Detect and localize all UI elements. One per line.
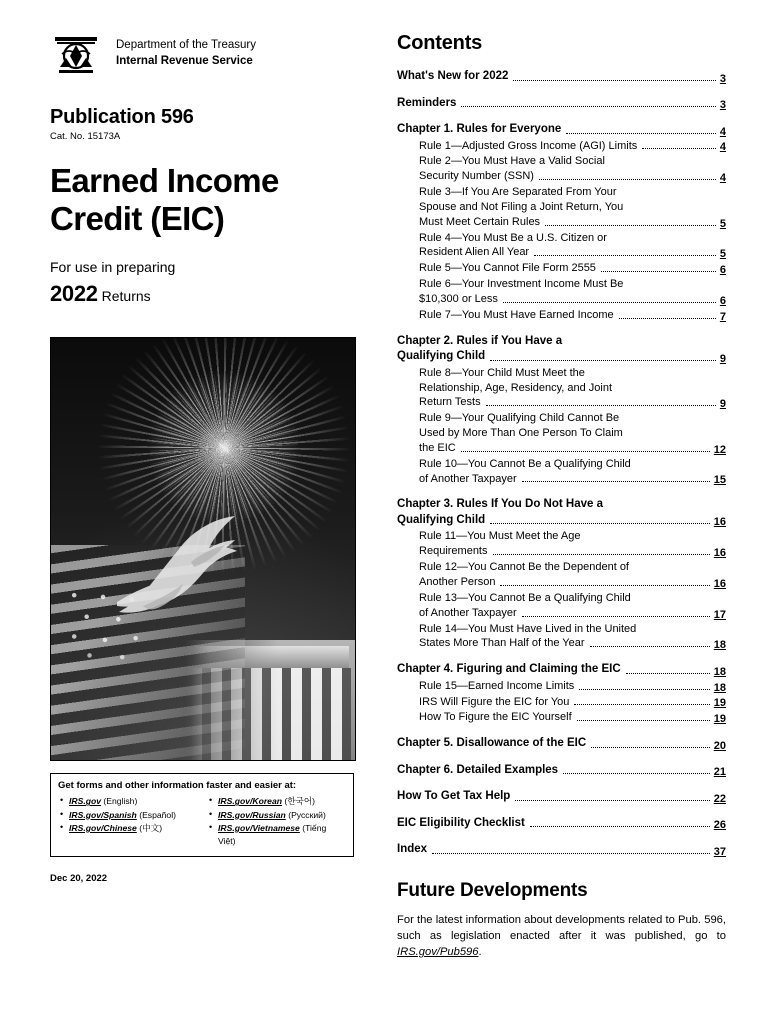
toc-entry[interactable] bbox=[397, 457, 726, 487]
toc-entry-last-line bbox=[397, 513, 726, 529]
toc-entry-label: Chapter 4. Figuring and Claiming the EIC bbox=[397, 663, 621, 676]
list-item[interactable] bbox=[218, 809, 346, 822]
toc-entry-label: Return Tests bbox=[419, 396, 481, 409]
get-forms-links-right bbox=[207, 795, 346, 848]
toc-entry-label: the EIC bbox=[419, 441, 456, 454]
toc-page-number[interactable]: 18 bbox=[713, 665, 726, 678]
toc-entry-label: Chapter 1. Rules for Everyone bbox=[397, 123, 562, 136]
toc-page-number[interactable]: 18 bbox=[713, 639, 726, 652]
link-irs-gov-chinese[interactable]: IRS.gov/Chinese bbox=[69, 822, 137, 833]
toc-entry[interactable] bbox=[397, 679, 726, 694]
future-developments-text-after: . bbox=[478, 946, 482, 959]
link-irs-gov-pub596[interactable]: IRS.gov/Pub596 bbox=[397, 946, 479, 959]
toc-page-number[interactable]: 6 bbox=[719, 264, 726, 277]
get-forms-box bbox=[50, 773, 354, 857]
toc-entry-last-line bbox=[419, 395, 726, 410]
toc-page-number[interactable]: 16 bbox=[713, 547, 726, 560]
agency-service: Internal Revenue Service bbox=[116, 54, 253, 67]
toc-entry-label: How To Figure the EIC Yourself bbox=[419, 711, 572, 724]
toc-page-number[interactable]: 5 bbox=[719, 248, 726, 261]
toc-page-number[interactable]: 21 bbox=[713, 766, 726, 779]
toc-entry[interactable] bbox=[397, 308, 726, 323]
toc-page-number[interactable]: 37 bbox=[713, 845, 726, 858]
toc-entry-label: Used by More Than One Person To Claim bbox=[419, 427, 623, 440]
toc-entry[interactable] bbox=[397, 842, 726, 858]
toc-entry[interactable] bbox=[397, 154, 726, 184]
toc-leader-dots bbox=[591, 746, 710, 748]
toc-entry-label: Rule 11—You Must Meet the Age bbox=[419, 530, 581, 543]
toc-entry-label: Rule 14—You Must Have Lived in the United bbox=[419, 622, 637, 635]
toc-leader-dots bbox=[490, 359, 716, 361]
toc-entry-label: Rule 15—Earned Income Limits bbox=[419, 679, 575, 692]
toc-leader-dots bbox=[545, 224, 716, 226]
list-item[interactable] bbox=[69, 822, 197, 835]
get-forms-heading: Get forms and other information faster and easier at: bbox=[58, 780, 297, 792]
toc-page-number[interactable]: 18 bbox=[713, 681, 726, 694]
toc-entry-label: Chapter 6. Detailed Examples bbox=[397, 763, 559, 776]
toc-leader-dots bbox=[515, 799, 709, 801]
toc-page-number[interactable]: 4 bbox=[719, 141, 726, 154]
toc-leader-dots bbox=[590, 645, 710, 647]
toc-leader-dots bbox=[493, 553, 710, 555]
toc-leader-dots bbox=[563, 772, 710, 774]
toc-page-number[interactable]: 19 bbox=[713, 697, 726, 710]
toc-page-number[interactable]: 17 bbox=[713, 608, 726, 621]
toc-entry-last-line bbox=[419, 292, 726, 307]
future-developments-heading: Future Developments bbox=[397, 879, 588, 901]
tax-year-line bbox=[50, 281, 371, 307]
toc-entry-last-line bbox=[419, 606, 726, 621]
cover-column bbox=[50, 30, 371, 1006]
toc-entry-label: Rule 12—You Cannot Be the Dependent of bbox=[419, 561, 629, 574]
toc-entry[interactable] bbox=[397, 231, 726, 261]
toc-entry[interactable] bbox=[397, 411, 726, 456]
toc-entry-label: of Another Taxpayer bbox=[419, 606, 517, 619]
toc-entry-label: Rule 10—You Cannot Be a Qualifying Child bbox=[419, 457, 631, 470]
toc-leader-dots bbox=[522, 615, 710, 617]
contents-heading: Contents bbox=[397, 32, 483, 54]
toc-entry[interactable] bbox=[397, 334, 726, 365]
eagle-icon bbox=[87, 506, 263, 656]
contents-column bbox=[397, 30, 726, 1006]
table-of-contents bbox=[397, 69, 726, 858]
toc-entry-label: IRS Will Figure the EIC for You bbox=[419, 695, 570, 708]
toc-entry-label: Rule 4—You Must Be a U.S. Citizen or bbox=[419, 231, 607, 244]
toc-entry[interactable] bbox=[397, 366, 726, 411]
get-forms-links bbox=[58, 795, 346, 848]
toc-page-number[interactable]: 3 bbox=[719, 99, 726, 112]
toc-entry-label: Rule 7—You Must Have Earned Income bbox=[419, 308, 614, 321]
toc-entry-label: Relationship, Age, Residency, and Joint bbox=[419, 381, 613, 394]
toc-leader-dots bbox=[534, 254, 716, 256]
toc-leader-dots bbox=[490, 522, 710, 524]
toc-entry-label: Index bbox=[397, 843, 428, 856]
toc-entry-label: Chapter 5. Disallowance of the EIC bbox=[397, 737, 587, 750]
toc-entry[interactable] bbox=[397, 816, 726, 832]
tax-year: 2022 bbox=[50, 281, 98, 307]
link-irs-gov-english[interactable]: IRS.gov bbox=[69, 796, 101, 807]
toc-page-number[interactable]: 6 bbox=[719, 294, 726, 307]
toc-entry[interactable] bbox=[397, 736, 726, 752]
language-spanish: (Español) bbox=[139, 809, 176, 820]
toc-page-number[interactable]: 3 bbox=[719, 72, 726, 85]
toc-entry[interactable] bbox=[397, 139, 726, 154]
toc-entry-label: Another Person bbox=[419, 576, 496, 589]
toc-entry-label: What's New for 2022 bbox=[397, 70, 509, 82]
toc-page-number[interactable]: 5 bbox=[719, 217, 726, 230]
toc-entry-label: Security Number (SSN) bbox=[419, 170, 534, 183]
toc-entry[interactable] bbox=[397, 560, 726, 590]
toc-entry-label: Must Meet Certain Rules bbox=[419, 215, 541, 228]
toc-entry[interactable] bbox=[397, 591, 726, 621]
list-item[interactable] bbox=[218, 822, 346, 849]
toc-entry-last-line bbox=[419, 544, 726, 559]
toc-page-number[interactable]: 12 bbox=[713, 443, 726, 456]
toc-leader-dots bbox=[461, 105, 715, 107]
toc-leader-dots bbox=[539, 178, 716, 180]
toc-leader-dots bbox=[432, 852, 710, 854]
irs-eagle-scales-logo-icon bbox=[50, 34, 102, 76]
toc-page-number[interactable]: 19 bbox=[713, 713, 726, 726]
toc-page-number[interactable]: 7 bbox=[719, 310, 726, 323]
toc-entry[interactable] bbox=[397, 529, 726, 559]
cover-illustration bbox=[50, 337, 356, 761]
toc-entry-label: Qualifying Child bbox=[397, 513, 486, 526]
language-chinese: (中文) bbox=[139, 822, 163, 833]
toc-entry-label: Chapter 3. Rules If You Do Not Have a bbox=[397, 498, 603, 511]
toc-leader-dots bbox=[626, 672, 710, 674]
get-forms-links-left bbox=[58, 795, 197, 848]
revision-date: Dec 20, 2022 bbox=[50, 873, 108, 885]
toc-entry-label: Resident Alien All Year bbox=[419, 246, 530, 259]
toc-entry-label: EIC Eligibility Checklist bbox=[397, 816, 525, 829]
page-title: Earned Income Credit (EIC) bbox=[50, 162, 279, 237]
toc-entry-label: Reminders bbox=[397, 96, 457, 109]
toc-entry-label: Rule 6—Your Investment Income Must Be bbox=[419, 278, 624, 291]
toc-page-number[interactable]: 15 bbox=[713, 474, 726, 487]
toc-leader-dots bbox=[486, 404, 716, 406]
toc-entry-last-line bbox=[419, 245, 726, 260]
toc-entry-last-line bbox=[419, 441, 726, 456]
list-item[interactable] bbox=[69, 795, 197, 808]
toc-leader-dots bbox=[500, 584, 709, 586]
toc-entry-label: Qualifying Child bbox=[397, 350, 486, 363]
toc-leader-dots bbox=[513, 79, 715, 81]
toc-page-number[interactable]: 26 bbox=[713, 819, 726, 832]
returns-label: Returns bbox=[101, 288, 151, 305]
toc-leader-dots bbox=[619, 317, 716, 319]
toc-leader-dots bbox=[579, 688, 709, 690]
toc-entry-label: Spouse and Not Filing a Joint Return, You bbox=[419, 200, 624, 213]
list-item[interactable] bbox=[218, 795, 346, 808]
toc-entry[interactable] bbox=[397, 710, 726, 725]
toc-entry-label: $10,300 or Less bbox=[419, 292, 498, 305]
toc-entry[interactable] bbox=[397, 277, 726, 307]
agency-department: Department of the Treasury bbox=[116, 39, 256, 51]
toc-leader-dots bbox=[574, 703, 709, 705]
toc-entry-label: Rule 9—Your Qualifying Child Cannot Be bbox=[419, 412, 620, 425]
link-irs-gov-vietnamese[interactable]: IRS.gov/Vietnamese bbox=[218, 822, 300, 833]
toc-entry-label: Rule 5—You Cannot File Form 2555 bbox=[419, 262, 596, 275]
toc-page-number[interactable]: 4 bbox=[719, 172, 726, 185]
toc-entry[interactable] bbox=[397, 185, 726, 230]
toc-entry-label: Rule 1—Adjusted Gross Income (AGI) Limits bbox=[419, 139, 638, 152]
agency-name-block bbox=[116, 34, 256, 69]
toc-leader-dots bbox=[522, 480, 710, 482]
toc-entry[interactable] bbox=[397, 261, 726, 276]
toc-entry-label: of Another Taxpayer bbox=[419, 472, 517, 485]
toc-entry-last-line bbox=[419, 575, 726, 590]
toc-leader-dots bbox=[530, 825, 710, 827]
publication-number: Publication 596 bbox=[50, 106, 194, 128]
list-item[interactable] bbox=[69, 809, 197, 822]
toc-page-number[interactable]: 16 bbox=[713, 577, 726, 590]
toc-entry-label: Rule 8—Your Child Must Meet the bbox=[419, 366, 585, 379]
for-use-label: For use in preparing bbox=[50, 259, 176, 276]
toc-leader-dots bbox=[461, 450, 710, 452]
toc-page-number[interactable]: 9 bbox=[719, 398, 726, 411]
toc-entry-last-line bbox=[419, 472, 726, 487]
toc-page-number[interactable]: 16 bbox=[713, 516, 726, 529]
toc-leader-dots bbox=[566, 132, 716, 134]
future-developments-text-before: For the latest information about developments related to Pub. 596, such as legislation enacted after it was published, go to bbox=[397, 913, 726, 943]
toc-entry-last-line bbox=[419, 169, 726, 184]
toc-entry-label: How To Get Tax Help bbox=[397, 790, 511, 803]
toc-entry[interactable] bbox=[397, 122, 726, 138]
language-russian: (Pусский) bbox=[288, 809, 326, 820]
catalog-number: Cat. No. 15173A bbox=[50, 131, 121, 142]
page-columns bbox=[50, 30, 726, 1006]
toc-entry-label: Chapter 2. Rules if You Have a bbox=[397, 334, 563, 347]
link-irs-gov-korean[interactable]: IRS.gov/Korean bbox=[218, 796, 282, 807]
toc-page-number[interactable]: 9 bbox=[719, 352, 726, 365]
toc-entry[interactable] bbox=[397, 69, 726, 85]
language-english: (English) bbox=[103, 796, 138, 807]
toc-leader-dots bbox=[601, 270, 716, 272]
language-korean: (한국어) bbox=[284, 796, 316, 807]
future-developments-body bbox=[397, 912, 726, 961]
toc-entry-last-line bbox=[419, 215, 726, 230]
toc-entry-last-line bbox=[419, 636, 726, 651]
toc-entry-label: Requirements bbox=[419, 545, 488, 558]
toc-entry-label: Rule 13—You Cannot Be a Qualifying Child bbox=[419, 591, 631, 604]
toc-leader-dots bbox=[642, 147, 716, 149]
language-vietnamese: (Tiếng Việt) bbox=[218, 822, 327, 847]
toc-entry-label: Rule 2—You Must Have a Valid Social bbox=[419, 155, 605, 168]
toc-page-number[interactable]: 22 bbox=[713, 792, 726, 805]
masthead bbox=[50, 34, 371, 76]
toc-entry[interactable] bbox=[397, 96, 726, 112]
toc-entry[interactable] bbox=[397, 622, 726, 652]
toc-leader-dots bbox=[577, 719, 710, 721]
firework-burst-small-icon bbox=[149, 373, 299, 523]
toc-leader-dots bbox=[503, 301, 716, 303]
toc-entry-last-line bbox=[397, 349, 726, 365]
toc-entry[interactable] bbox=[397, 695, 726, 710]
toc-entry[interactable] bbox=[397, 662, 726, 678]
toc-page-number[interactable]: 4 bbox=[719, 125, 726, 138]
toc-entry-label: States More Than Half of the Year bbox=[419, 637, 585, 650]
link-irs-gov-spanish[interactable]: IRS.gov/Spanish bbox=[69, 809, 137, 820]
toc-entry[interactable] bbox=[397, 497, 726, 528]
toc-entry[interactable] bbox=[397, 789, 726, 805]
toc-entry[interactable] bbox=[397, 763, 726, 779]
toc-page-number[interactable]: 20 bbox=[713, 739, 726, 752]
link-irs-gov-russian[interactable]: IRS.gov/Russian bbox=[218, 809, 286, 820]
toc-entry-label: Rule 3—If You Are Separated From Your bbox=[419, 186, 617, 199]
